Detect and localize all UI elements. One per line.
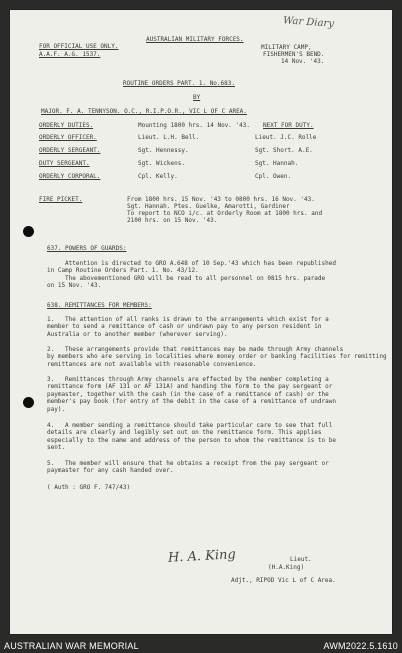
commander-line: MAJOR. F. A. TENNYSON. O.C., R.I.P.O.R., VIC L OF C AREA. (41, 108, 247, 115)
handwritten-note: War Diary (282, 15, 335, 30)
mounting-time: Mounting 1800 hrs. 14 Nov. '43. (138, 122, 250, 129)
orderly-officer-value: Lieut. L.H. Bell. (138, 134, 200, 141)
remittance-paragraph-1: 1. The attention of all ranks is drawn to the arrangements which exist for a member to send a remittance of cash or undrawn pay to any person resident in Australia or to another member (wherever serving). (47, 316, 329, 338)
remittance-paragraph-2: 2. These arrangements provide that remittances may be made through Army channels by members who are serving in localities where money order or banking facilities for remitting remittances are not available with reasonable convenience. (47, 346, 387, 368)
remittance-paragraph-5: 5. The member will ensure that he obtains a receipt from the pay sergeant or paymaster for any cash handed over. (47, 460, 329, 475)
footer-reference: AWM2022.5.1610 (323, 641, 398, 651)
section-638-title: 638. REMITTANCES FOR MEMBERS: (47, 302, 152, 309)
next-for-duty-label: NEXT FOR DUTY. (263, 122, 314, 129)
section-637-title: 637. POWERS OF GUARDS: (47, 245, 127, 252)
duty-sergeant-next: Sgt. Hannah. (255, 160, 299, 167)
header-right-1: MILITARY CAMP, (261, 44, 312, 51)
fire-picket-line-3: To report to NCO i/c. at Orderly Room at 1800 hrs. and (127, 210, 323, 217)
punch-hole-top (23, 226, 34, 237)
signature-name: (H.A.King) (268, 564, 305, 571)
orderly-officer-label: ORDERLY OFFICER. (39, 134, 97, 141)
orderly-corporal-label: ORDERLY CORPORAL. (39, 173, 101, 180)
orderly-sergeant-next: Sgt. Short. A.E. (255, 147, 313, 154)
orderly-corporal-next: Cpl. Owen. (255, 173, 292, 180)
section-637-text: Attention is directed to GRO A.648 of 10 Sep.'43 which has been republished in Camp Routine Orders Part. 1. No. 43/12. The abovementioned GRO will be read to all personnel on 0815 hrs. parade on 15 Nov. '43. (47, 260, 336, 290)
header-right-3: 14 Nov. '43. (281, 58, 325, 65)
document-title: ROUTINE ORDERS PART. 1. No.683. (123, 80, 235, 87)
header-left-1: FOR OFFICIAL USE ONLY. (39, 43, 119, 50)
document-page (10, 10, 392, 634)
orderly-corporal-value: Cpl. Kelly. (138, 173, 178, 180)
header-left-2: A.A.F. A.G. 1537. (39, 51, 101, 58)
duty-sergeant-value: Sgt. Wickens. (138, 160, 185, 167)
header-center: AUSTRALIAN MILITARY FORCES. (146, 36, 244, 43)
footer-source: AUSTRALIAN WAR MEMORIAL (4, 641, 139, 651)
orderly-duties-label: ORDERLY DUTIES. (39, 122, 94, 129)
header-right-2: FISHERMEN'S BEND. (263, 51, 325, 58)
signature-title: Adjt., RIPOD Vic L of C Area. (231, 577, 336, 584)
fire-picket-line-2: Sgt. Hannah. Ptes. Guelke, Amarotti, Gardiner (127, 203, 290, 210)
remittance-paragraph-4: 4. A member sending a remittance should take particular care to see that full details are clearly and legibly set out on the remittance form. This applies especially to the name and address of the person to whom the remittance is to be sent. (47, 422, 336, 452)
remittance-paragraph-3: 3. Remittances through Army channels are effected by the member completing a remittance form (AF 131 or AF 131A) and handing the form to the pay sergeant or paymaster, together with the cash (in the case of a remittance of cash) or the member's pay book (for entry of the debit in the case of a remittance of undrawn pay). (47, 376, 336, 413)
fire-picket-line-1: From 1800 hrs. 15 Nov. '43 to 0800 hrs. 16 Nov. '43. (127, 196, 315, 203)
orderly-sergeant-label: ORDERLY SERGEANT. (39, 147, 101, 154)
fire-picket-line-4: 2100 hrs. on 15 Nov. '43. (127, 217, 218, 224)
signature-rank: Lieut. (290, 556, 312, 563)
handwritten-signature: H. A. King (167, 547, 237, 566)
orderly-officer-next: Lieut. J.C. Rolle (255, 134, 317, 141)
duty-sergeant-label: DUTY SERGEANT. (39, 160, 90, 167)
punch-hole-bottom (23, 397, 34, 408)
by-label: BY (193, 94, 201, 101)
fire-picket-label: FIRE PICKET. (39, 196, 83, 203)
orderly-sergeant-value: Sgt. Hennessy. (138, 147, 189, 154)
authority-reference: ( Auth : GRO F. 747/43) (47, 484, 131, 491)
